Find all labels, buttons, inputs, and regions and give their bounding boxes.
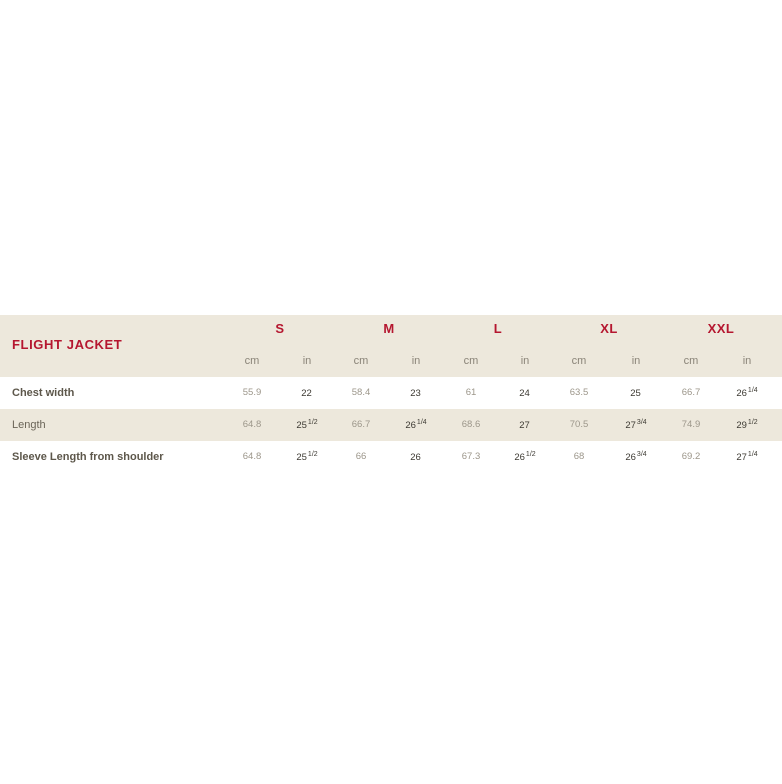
unit-header-in: in	[631, 355, 641, 367]
cm-value: 58.4	[351, 387, 371, 398]
cm-value: 55.9	[242, 387, 262, 398]
in-value: $26^{1/4}$	[736, 387, 758, 399]
cm-value: 68	[573, 451, 585, 462]
cm-value: 66.7	[351, 419, 371, 430]
size-chart-table	[0, 315, 782, 473]
product-title: FLIGHT JACKET	[12, 337, 123, 352]
in-value: 26	[410, 452, 421, 463]
in-value: $26^{3/4}$	[625, 451, 647, 463]
cm-value: 64.8	[242, 419, 262, 430]
cm-value: 61	[465, 387, 477, 398]
unit-header-in: in	[742, 355, 752, 367]
table-row	[0, 409, 782, 441]
table-row	[0, 377, 782, 409]
in-value: $29^{1/2}$	[736, 419, 758, 431]
unit-header-in: in	[302, 355, 312, 367]
in-value: $26^{1/2}$	[514, 451, 536, 463]
unit-header-cm: cm	[244, 355, 260, 367]
cm-value: 63.5	[569, 387, 589, 398]
in-value: $25^{1/2}$	[296, 451, 318, 463]
cm-value: 66.7	[681, 387, 701, 398]
cm-value: 68.6	[461, 419, 481, 430]
row-label: Length	[12, 419, 46, 431]
in-value: 23	[410, 388, 421, 399]
table-row	[0, 441, 782, 473]
unit-header-in: in	[411, 355, 421, 367]
cm-value: 70.5	[569, 419, 589, 430]
row-label: Sleeve Length from shoulder	[12, 451, 164, 463]
in-value: 25	[630, 388, 641, 399]
cm-value: 64.8	[242, 451, 262, 462]
cm-value: 66	[355, 451, 367, 462]
cm-value: 74.9	[681, 419, 701, 430]
unit-header-cm: cm	[353, 355, 369, 367]
in-value: $27^{1/4}$	[736, 451, 758, 463]
unit-header-cm: cm	[683, 355, 699, 367]
size-header-xl: XL	[600, 321, 618, 336]
size-header-s: S	[275, 321, 285, 336]
size-header-m: M	[383, 321, 395, 336]
in-value: $25^{1/2}$	[296, 419, 318, 431]
size-header-l: L	[493, 321, 503, 336]
in-value: $26^{1/4}$	[405, 419, 427, 431]
in-value: 22	[301, 388, 312, 399]
in-value: 24	[519, 388, 530, 399]
cm-value: 67.3	[461, 451, 481, 462]
in-value: 27	[519, 420, 530, 431]
in-value: $27^{3/4}$	[625, 419, 647, 431]
size-header-xxl: XXL	[707, 321, 735, 336]
unit-header-cm: cm	[463, 355, 479, 367]
cm-value: 69.2	[681, 451, 701, 462]
unit-header-cm: cm	[571, 355, 587, 367]
size-chart-header	[0, 315, 782, 377]
unit-header-in: in	[520, 355, 530, 367]
row-label: Chest width	[12, 387, 75, 399]
